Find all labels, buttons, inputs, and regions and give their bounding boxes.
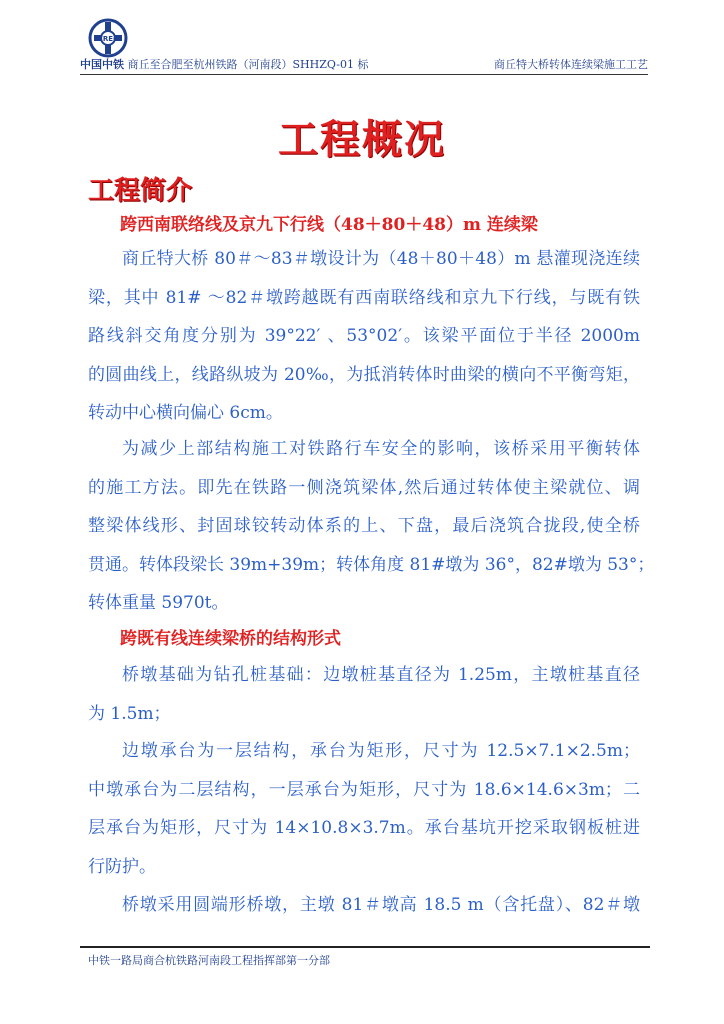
paragraph-1-line: 梁，其中 81# ～82＃墩跨越既有西南联络线和京九下行线，与既有铁	[88, 287, 640, 308]
paragraph-4	[88, 732, 640, 886]
page-footer: 中铁一路局商合杭铁路河南段工程指挥部第一分部	[88, 954, 330, 967]
paragraph-1	[88, 240, 640, 433]
paragraph-2-line: 的施工方法。即先在铁路一侧浇筑梁体,然后通过转体使主梁就位、调	[88, 477, 640, 498]
header-company: 中国中铁	[80, 58, 124, 71]
paragraph-4-line: 行防护。	[88, 856, 156, 877]
paragraph-4-line: 边墩承台为一层结构，承台为矩形，尺寸为 12.5×7.1×2.5m；	[122, 741, 640, 761]
china-railway-logo-icon	[88, 18, 128, 58]
paragraph-3	[88, 656, 640, 733]
paragraph-5	[88, 886, 640, 925]
paragraph-4-line: 中墩承台为二层结构，一层承台为矩形，尺寸为 18.6×14.6×3m；二	[88, 779, 640, 800]
paragraph-1-line: 商丘特大桥 80＃～83＃墩设计为（48＋80＋48）m 悬灌现浇连续	[122, 249, 640, 269]
paragraph-2-line: 转体重量 5970t。	[88, 593, 229, 613]
paragraph-3-line: 桥墩基础为钻孔桩基础：边墩桩基直径为 1.25m，主墩桩基直径	[122, 665, 640, 685]
paragraph-1-line: 路线斜交角度分别为 39°22′ 、53°02′。该梁平面位于半径 2000m	[88, 326, 640, 346]
header-right-text: 商丘特大桥转体连续梁施工工艺	[494, 58, 648, 71]
subtitle-structure: 跨既有线连续梁桥的结构形式	[120, 629, 341, 649]
paragraph-2-line: 整梁体线形、封固球铰转动体系的上、下盘，最后浇筑合拢段,使全桥	[88, 516, 640, 536]
header-project-name	[80, 56, 369, 72]
paragraph-2	[88, 430, 655, 623]
paragraph-3-line: 为 1.5m；	[88, 703, 171, 724]
header-divider	[80, 74, 648, 75]
paragraph-2-line: 为减少上部结构施工对铁路行车安全的影响，该桥采用平衡转体	[122, 439, 640, 459]
paragraph-4-line: 层承台为矩形，尺寸为 14×10.8×3.7m。承台基坑开挖采取钢板桩进	[88, 818, 640, 838]
section-title: 工程简介	[88, 176, 193, 206]
paragraph-1-line: 的圆曲线上，线路纵坡为 20‰，为抵消转体时曲梁的横向不平衡弯矩，	[88, 364, 640, 385]
footer-divider	[80, 946, 650, 948]
paragraph-2-line: 贯通。转体段梁长 39m+39m；转体角度 81#墩为 36°，82#墩为 53°；	[88, 554, 655, 575]
header-left-text: 商丘至合肥至杭州铁路（河南段）SHHZQ-01 标	[127, 58, 369, 71]
page-header	[80, 18, 648, 74]
subtitle-continuous-beam: 跨西南联络线及京九下行线（48＋80＋48）m 连续梁	[120, 215, 538, 235]
page-title: 工程概况	[278, 116, 446, 163]
svg-text:CREC: CREC	[97, 35, 119, 43]
paragraph-1-line: 转动中心横向偏心 6cm。	[88, 403, 283, 423]
paragraph-5-line: 桥墩采用圆端形桥墩，主墩 81＃墩高 18.5 m（含托盘）、82＃墩	[122, 895, 640, 915]
